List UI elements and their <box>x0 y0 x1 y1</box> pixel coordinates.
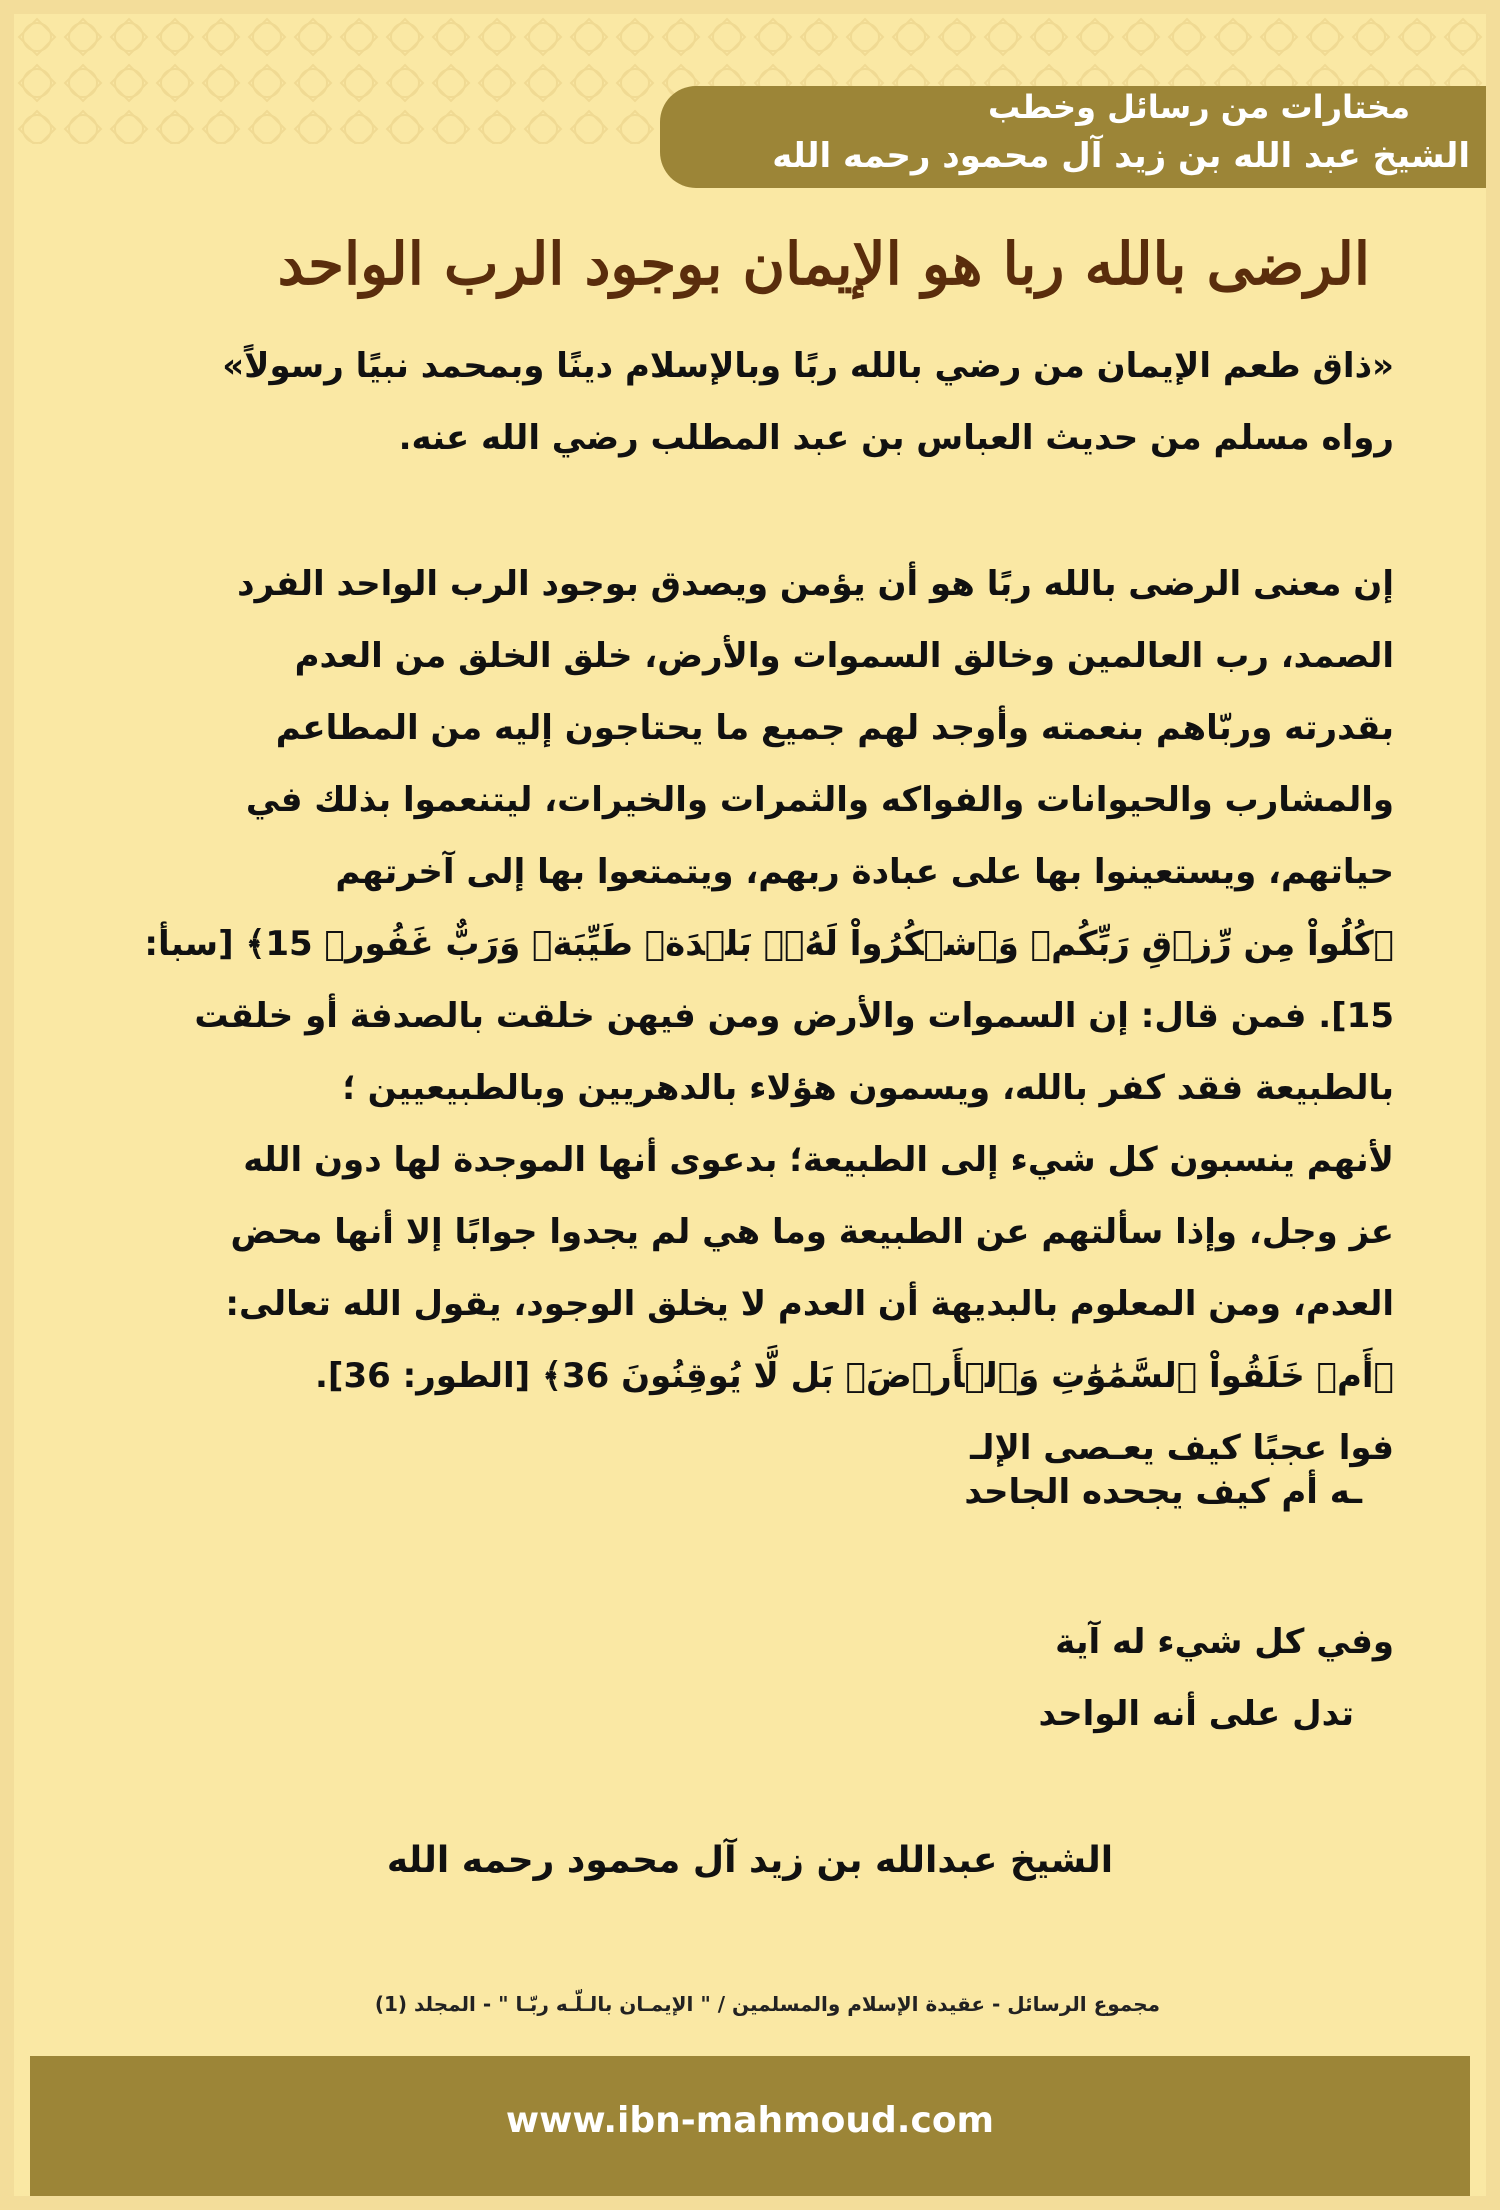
paragraph-line: عز وجل، وإذا سألتهم عن الطبيعة وما هي لم يجدوا جوابًا إلا أنها محض <box>230 1212 1394 1252</box>
hadith-narration: رواه مسلم من حديث العباس بن عبد المطلب رضي الله عنه. <box>398 418 1394 458</box>
paragraph-line: بقدرته وربّاهم بنعمته وأوجد لهم جميع ما يحتاجون إليه من المطاعم <box>275 708 1394 748</box>
website-link[interactable]: www.ibn-mahmoud.com <box>505 2100 995 2141</box>
source-citation: مجموع الرسائل - عقيدة الإسلام والمسلمين / " الإيمـان بالـلّـه ربّـا " - المجلد (1) <box>374 1992 1160 2016</box>
poem-line: وفي كل شيء له آية <box>1055 1622 1394 1662</box>
page-title: الرضى بالله ربا هو الإيمان بوجود الرب الواحد <box>277 230 1370 298</box>
paragraph-line: 15]. فمن قال: إن السموات والأرض ومن فيهن خلقت بالصدفة أو خلقت <box>194 996 1394 1036</box>
header-author: الشيخ عبد الله بن زيد آل محمود رحمه الله <box>772 136 1470 176</box>
quran-verse-line: ﴿أَمۡ خَلَقُواْ ٱلسَّمَٰوَٰتِ وَٱلۡأَرۡضَۚ بَل لَّا يُوقِنُونَ 36﴾ [الطور: 36]. <box>315 1356 1394 1396</box>
paragraph-line: الصمد، رب العالمين وخالق السموات والأرض، خلق الخلق من العدم <box>294 636 1394 676</box>
signature: الشيخ عبدالله بن زيد آل محمود رحمه الله <box>386 1840 1114 1881</box>
main-paragraph <box>94 548 1394 1484</box>
paragraph-line: العدم، ومن المعلوم بالبديهة أن العدم لا يخلق الوجود، يقول الله تعالى: <box>225 1284 1394 1324</box>
paragraph-line: والمشارب والحيوانات والفواكه والثمرات والخيرات، ليتنعموا بذلك في <box>245 780 1394 820</box>
poem-line: فوا عجبًا كيف يعـصى الإلـ <box>970 1428 1394 1468</box>
header-series-title: مختارات من رسائل وخطب <box>987 88 1410 126</box>
poem-line: تدل على أنه الواحد <box>1038 1694 1354 1734</box>
paragraph-line: إن معنى الرضى بالله ربًا هو أن يؤمن ويصدق بوجود الرب الواحد الفرد <box>237 564 1394 604</box>
paragraph-line: بالطبيعة فقد كفر بالله، ويسمون هؤلاء بالدهريين وبالطبيعيين ؛ <box>342 1068 1394 1108</box>
paragraph-line: لأنهم ينسبون كل شيء إلى الطبيعة؛ بدعوى أنها الموجدة لها دون الله <box>243 1140 1394 1180</box>
poem-line: ـه أم كيف يجحده الجاحد <box>964 1472 1362 1512</box>
hadith-quote: «ذاق طعم الإيمان من رضي بالله ربًا وبالإسلام دينًا وبمحمد نبيًا رسولاً» <box>222 346 1394 386</box>
paragraph-line: حياتهم، ويستعينوا بها على عبادة ربهم، ويتمتعوا بها إلى آخرتهم <box>335 852 1394 892</box>
quran-verse-line: ﴿كُلُواْ مِن رِّزۡقِ رَبِّكُمۡ وَٱشۡكُرُواْ لَهُۥۚ بَلۡدَةٞ طَيِّبَةٞ وَرَبٌّ غَفُورٞ 15﴾ [سبأ: <box>144 924 1394 964</box>
